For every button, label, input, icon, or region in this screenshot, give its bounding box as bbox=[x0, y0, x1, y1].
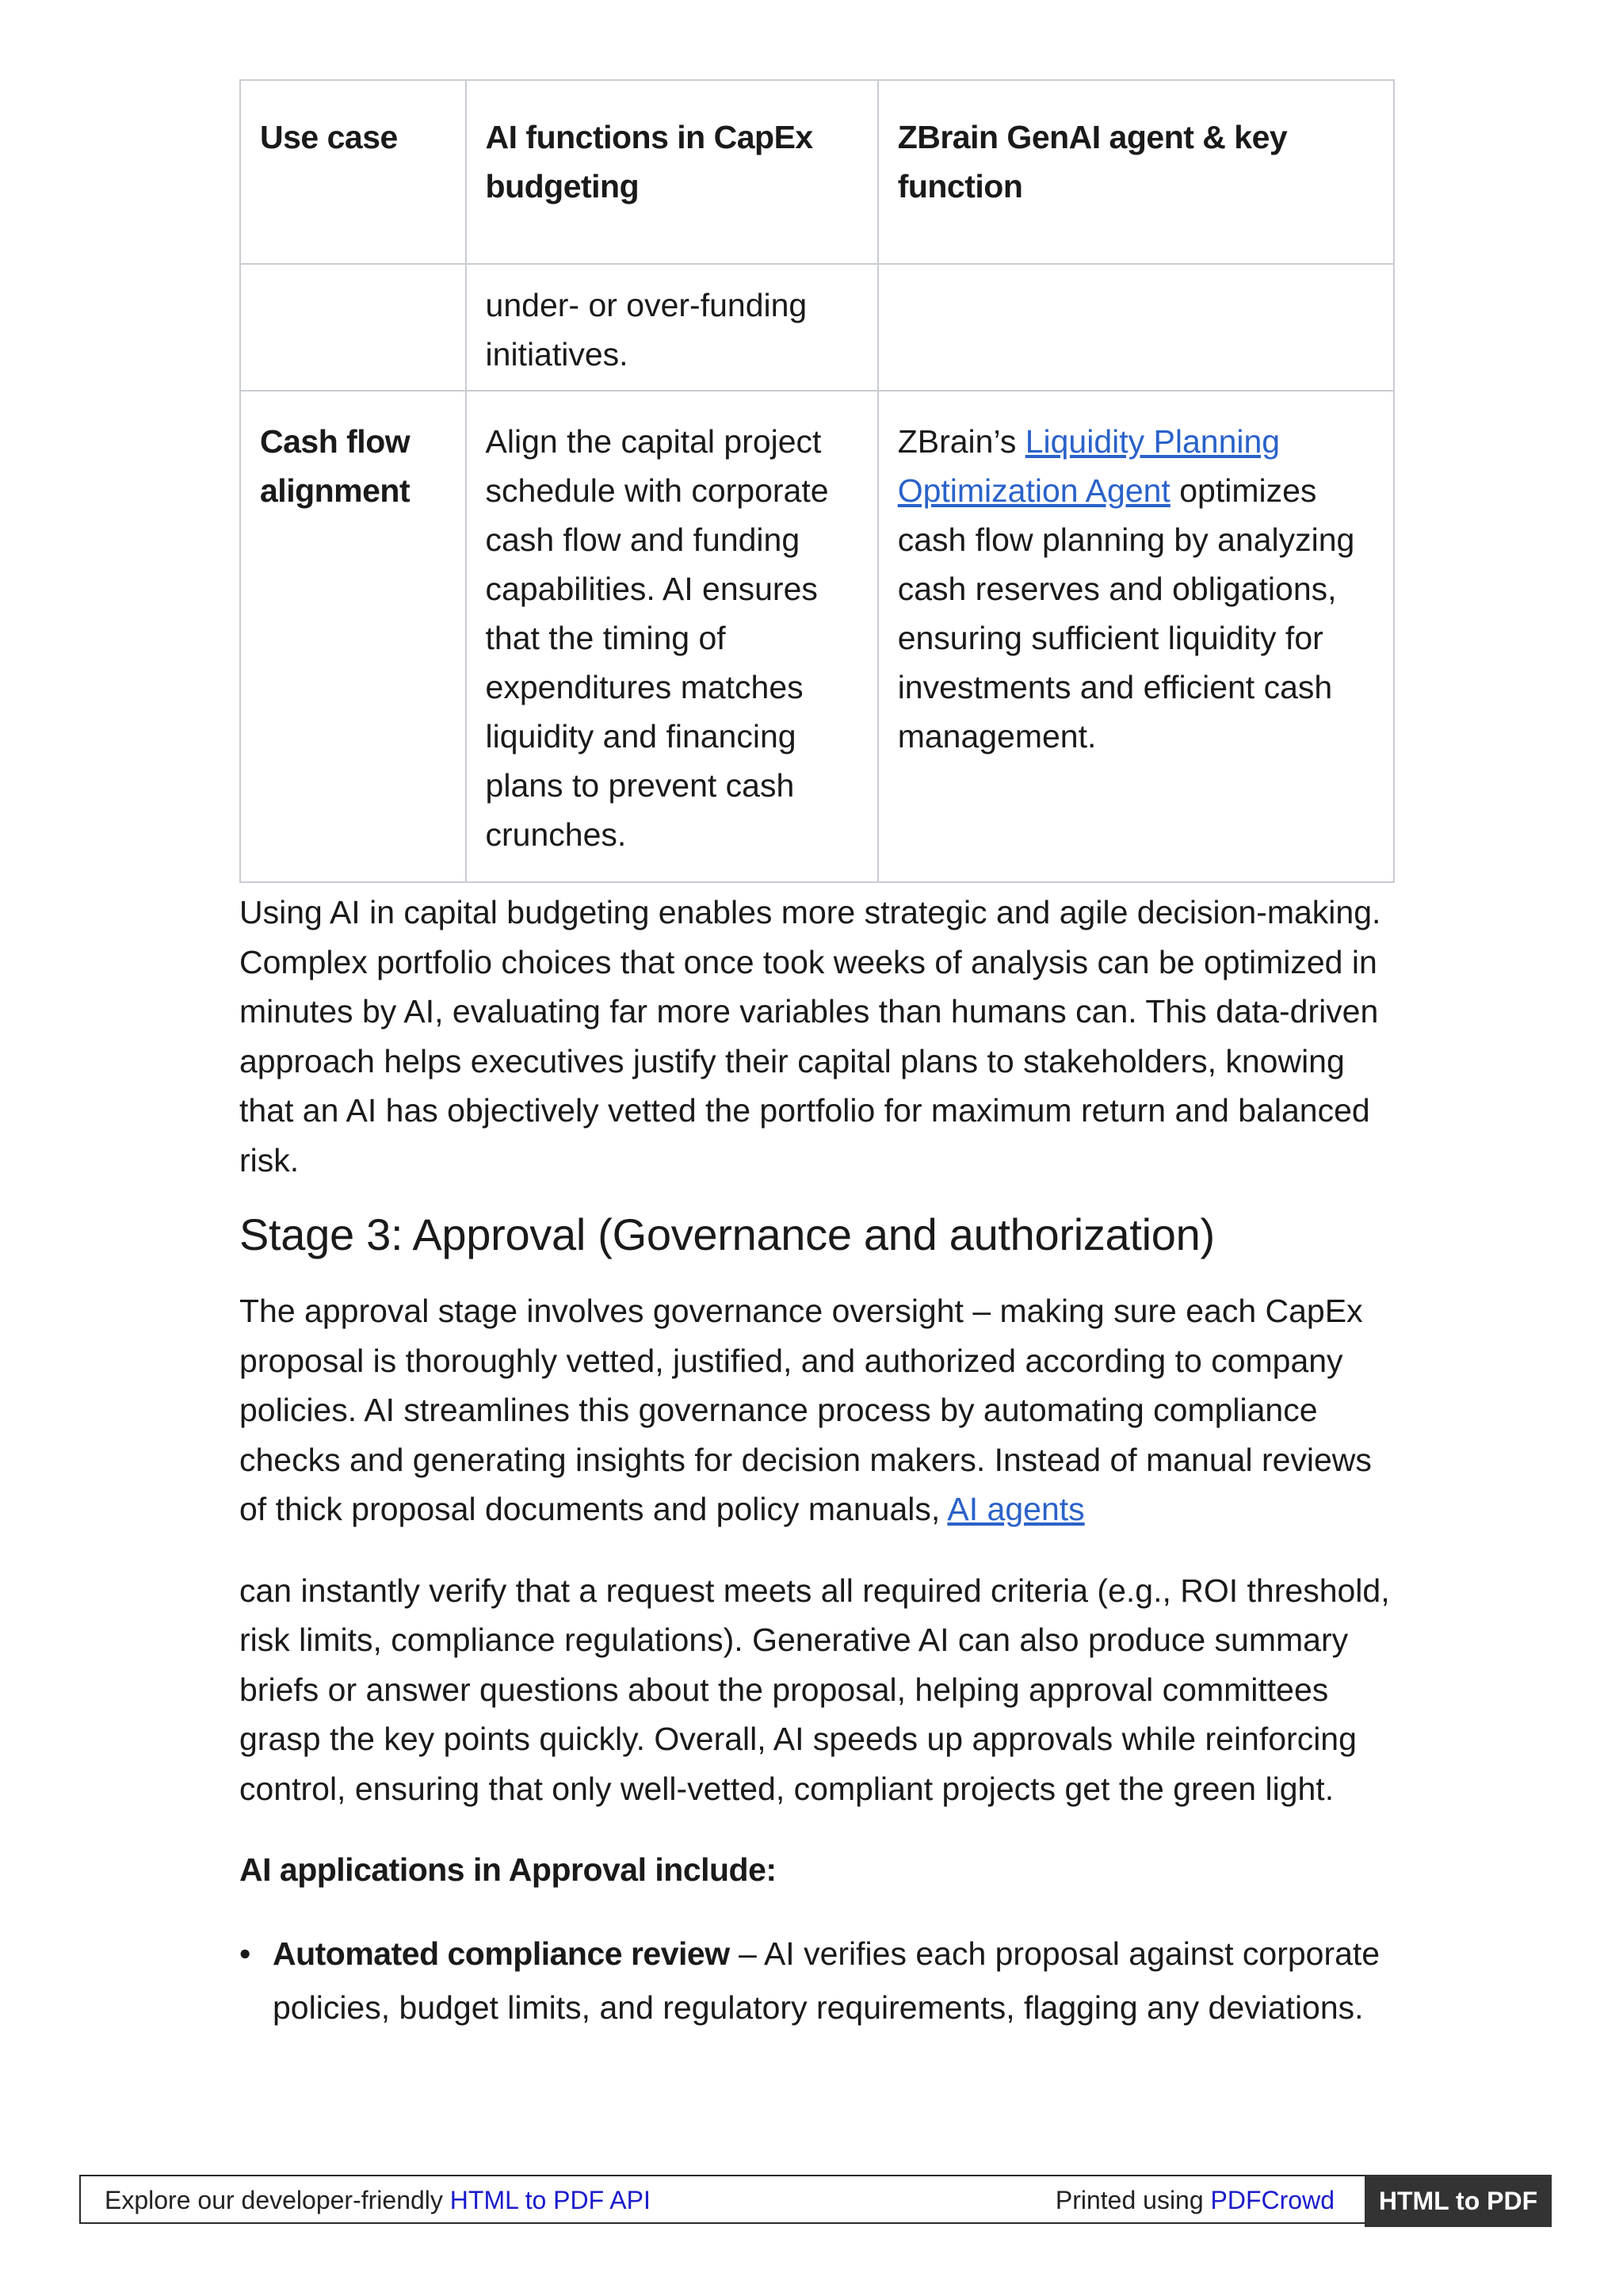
html-to-pdf-api-link[interactable]: HTML to PDF API bbox=[449, 2186, 651, 2214]
table-header-row bbox=[240, 80, 1394, 264]
footer-right-text: Printed using bbox=[1055, 2186, 1211, 2214]
pdfcrowd-link[interactable]: PDFCrowd bbox=[1210, 2186, 1335, 2214]
document-page bbox=[239, 79, 1395, 2034]
footer-left bbox=[105, 2186, 651, 2215]
paragraph-ai-capital-budgeting: Using AI in capital budgeting enables more strategic and agile decision-making. Complex portfolio choices that once took weeks of analysis can be optimized in minutes by AI, evaluating far more variables than humans can. This data-driven approach helps executives justify their capital plans to stakeholders, knowing that an AI has objectively vetted the portfolio for maximum return and balanced risk. bbox=[239, 894, 1381, 1179]
agent-prefix: ZBrain’s bbox=[897, 423, 1025, 460]
agent-cell bbox=[878, 391, 1394, 882]
liquidity-agent-link[interactable]: Liquidity Planning Optimization Agent bbox=[897, 423, 1281, 509]
html-to-pdf-badge[interactable]: HTML to PDF bbox=[1365, 2175, 1552, 2227]
app-title: Automated compliance review bbox=[273, 1935, 730, 1972]
approval-stage-text: The approval stage involves governance oversight – making sure each CapEx proposal is thoroughly vetted, justified, and authorized according to company policies. AI streamlines this governance process by automating compliance checks and generating insights for decision makers. Instead of manual reviews of thick proposal documents and policy manuals, bbox=[239, 1293, 1372, 1527]
table-cell bbox=[240, 264, 466, 391]
use-case-table bbox=[239, 79, 1395, 883]
ai-function-cell: Align the capital project schedule with corporate cash flow and funding capabilities. AI ensures that the timing of expenditures matches liquidity and financing plans to prevent cash crunches. bbox=[466, 391, 878, 882]
list-item bbox=[239, 1927, 1395, 2034]
app-text: – AI verifies each proposal against corporate policies, budget limits, and regulatory requirements, flagging any deviations. bbox=[273, 1935, 1381, 2026]
stage-3-heading: Stage 3: Approval (Governance and authorization) bbox=[239, 1209, 1215, 1259]
footer-right bbox=[1056, 2186, 1335, 2215]
header-zbrain-agent: ZBrain GenAI agent & key function bbox=[878, 80, 1394, 264]
use-case-cell: Cash flow alignment bbox=[240, 391, 466, 882]
pdfcrowd-footer bbox=[79, 2175, 1552, 2224]
table-row bbox=[240, 264, 1394, 391]
header-use-case: Use case bbox=[240, 80, 466, 264]
footer-left-text: Explore our developer-friendly bbox=[105, 2186, 450, 2214]
table-cell: under- or over-funding initiatives. bbox=[466, 264, 878, 391]
paragraph-approval-stage bbox=[239, 1286, 1395, 1534]
header-ai-functions: AI functions in CapEx budgeting bbox=[466, 80, 878, 264]
apps-list bbox=[239, 1927, 1395, 2034]
table-cell bbox=[878, 264, 1394, 391]
apps-heading: AI applications in Approval include: bbox=[239, 1851, 777, 1888]
paragraph-ai-verification: can instantly verify that a request meets all required criteria (e.g., ROI threshold, risk limits, compliance regulations). Generative AI can also produce summary briefs or answer questions about the proposal, helping approval committees grasp the key points quickly. Overall, AI speeds up approvals while reinforcing control, ensuring that only well-vetted, compliant projects get the green light. bbox=[239, 1572, 1390, 1807]
bullet-icon: • bbox=[239, 1935, 251, 1972]
agent-suffix: optimizes cash flow planning by analyzing cash reserves and obligations, ensuring sufficient liquidity for investments and efficient cash management. bbox=[897, 472, 1355, 755]
table-row bbox=[240, 391, 1394, 882]
ai-agents-link[interactable]: AI agents bbox=[947, 1491, 1085, 1527]
